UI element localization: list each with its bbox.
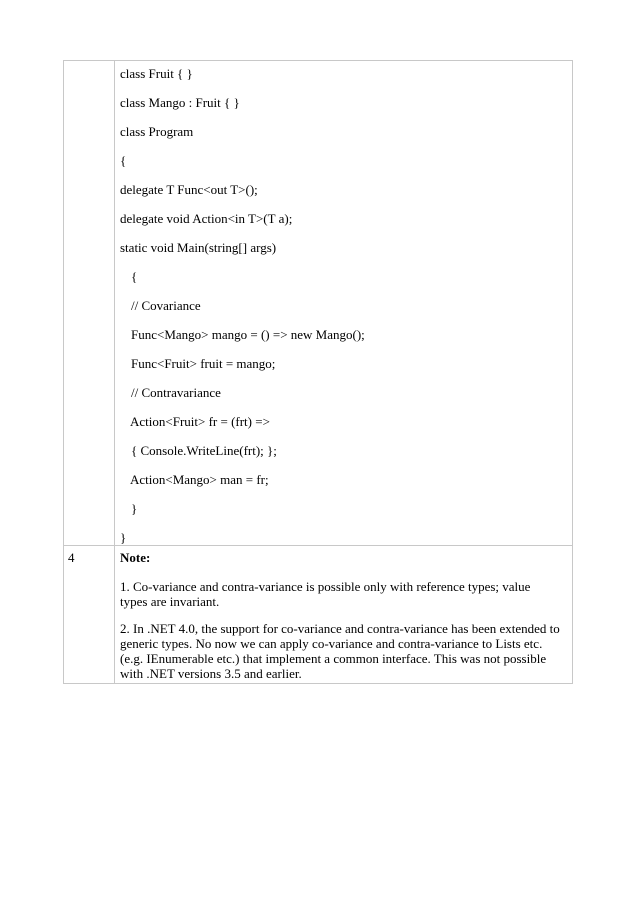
code-line: }: [120, 530, 127, 545]
note-title: Note:: [120, 550, 151, 565]
note-paragraph: 2. In .NET 4.0, the support for co-variance and contra-variance has been extended to generic types. No now we can apply co-variance and contra-variance to Lists etc. (e.g. IEnumerable etc.) that implement a common interface. This was not possible with .NET versions 3.5 and earlier.: [120, 621, 560, 681]
code-line: }: [131, 501, 138, 516]
row-number-cell: [64, 61, 115, 546]
note-row: [64, 546, 573, 684]
code-cell: [115, 61, 573, 546]
row-number: [64, 61, 114, 65]
code-line: // Contravariance: [131, 385, 221, 400]
row-number: 4: [68, 550, 75, 565]
code-line: Func<Fruit> fruit = mango;: [131, 356, 276, 371]
code-line: static void Main(string[] args): [120, 240, 277, 255]
code-line: Func<Mango> mango = () => new Mango();: [131, 327, 365, 342]
note-block: [115, 550, 572, 681]
code-example-row: [64, 61, 573, 546]
code-line: class Fruit { }: [120, 66, 193, 81]
note-cell: [115, 546, 573, 684]
note-paragraph: 1. Co-variance and contra-variance is possible only with reference types; value types are invariant.: [120, 579, 531, 609]
code-line: {: [131, 269, 138, 284]
code-line: delegate T Func<out T>();: [120, 182, 258, 197]
code-block: [115, 61, 572, 545]
code-line: Action<Fruit> fr = (frt) =>: [130, 414, 270, 429]
code-line: class Program: [120, 124, 194, 139]
row-number-cell: [64, 546, 115, 684]
code-line: // Covariance: [131, 298, 201, 313]
code-line: { Console.WriteLine(frt); };: [131, 443, 277, 458]
code-line: {: [120, 153, 127, 168]
code-line: delegate void Action<in T>(T a);: [120, 211, 293, 226]
document-table: [63, 60, 573, 684]
code-line: class Mango : Fruit { }: [120, 95, 240, 110]
code-line: Action<Mango> man = fr;: [130, 472, 269, 487]
